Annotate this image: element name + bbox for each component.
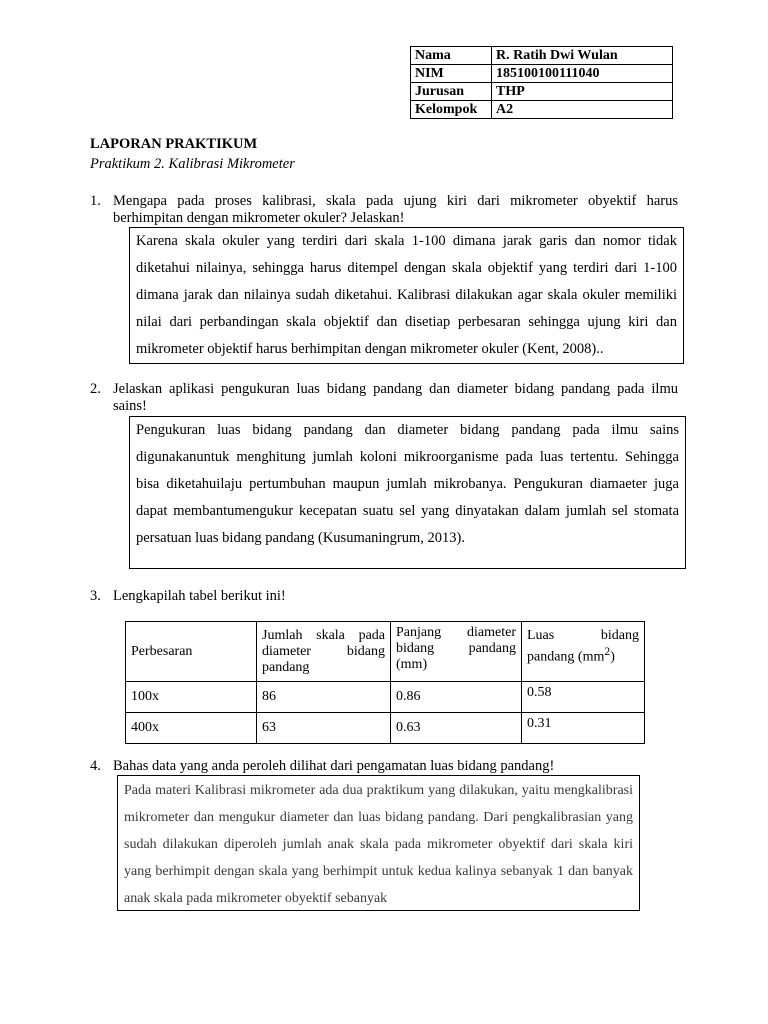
answer-box-4	[117, 775, 640, 911]
answer-text: Pengukuran luas bidang pandang dan diameter bidang pandang pada ilmu sains digunakanuntuk menghitung jumlah koloni mikroorganisme pada luas tertentu. Sehingga bisa diketahuilaju pertumbuhan maupun jumlah mikrobanya. Pengukuran diamaeter juga dapat membantumengukur kecepatan suatu sel yang dinyatakan dalam jumlah sel stomata persatuan luas bidang pandang (Kusumaningrum, 2013).	[136, 422, 679, 546]
table-header-row	[126, 622, 645, 682]
table-row	[126, 713, 645, 744]
question-1	[90, 193, 678, 227]
identity-label: Jurusan	[411, 83, 492, 101]
header-luas-superscript: 2	[604, 645, 611, 658]
identity-value: 185100100111040	[492, 65, 673, 83]
header-luas-text: Luas bidang pandang (mm	[527, 628, 639, 665]
cell-panjang: 0.86	[391, 682, 522, 713]
question-text: Mengapa pada proses kalibrasi, skala pada ujung kiri dari mikrometer obyektif harus berhimpitan dengan mikrometer okuler? Jelaskan!	[113, 193, 678, 226]
cell-luas: 0.31	[522, 713, 645, 744]
cell-perbesaran: 400x	[126, 713, 257, 744]
question-2	[90, 381, 678, 415]
identity-label: Kelompok	[411, 101, 492, 119]
identity-value: R. Ratih Dwi Wulan	[492, 47, 673, 65]
question-text: Bahas data yang anda peroleh dilihat dari pengamatan luas bidang pandang!	[113, 758, 555, 774]
header-luas-close: )	[610, 649, 615, 665]
question-3	[90, 588, 678, 605]
question-number: 3.	[90, 588, 101, 604]
measurement-table	[125, 621, 645, 744]
table-row	[126, 682, 645, 713]
header-panjang-diameter: Panjang diameter bidang pandang (mm)	[391, 622, 522, 682]
answer-text: Pada materi Kalibrasi mikrometer ada dua praktikum yang dilakukan, yaitu mengkalibrasi mikrometer dan mengukur diameter dan luas bidang pandang. Dari pengkalibrasian yang sudah dilakukan diperoleh jumlah anak skala pada mikrometer obyektif dari skala kiri yang berhimpit dengan skala yang berhimpit untuk kedua kalinya sebanyak 1 dan banyak anak skala pada mikrometer obyektif sebanyak	[124, 783, 633, 906]
cell-jumlah: 86	[257, 682, 391, 713]
identity-row-jurusan	[411, 83, 673, 101]
header-jumlah-skala: Jumlah skala pada diameter bidang pandang	[257, 622, 391, 682]
answer-text: Karena skala okuler yang terdiri dari skala 1-100 dimana jarak garis dan nomor tidak diketahui nilainya, sehingga harus ditempel dengan skala objektif yang terdiri dari 1-100 dimana jarak dan nilainya sudah diketahui. Kalibrasi dilakukan agar skala okuler memiliki nilai dari perbandingan skala objektif dan disetiap perbesaran sehingga ujung kiri dan mikrometer objektif harus berhimpitan dengan mikrometer okuler (Kent, 2008)..	[136, 233, 677, 357]
question-text: Jelaskan aplikasi pengukuran luas bidang pandang dan diameter bidang pandang pada ilmu sains!	[113, 381, 678, 414]
report-title: LAPORAN PRAKTIKUM	[90, 136, 258, 152]
cell-jumlah: 63	[257, 713, 391, 744]
identity-value: A2	[492, 101, 673, 119]
cell-perbesaran: 100x	[126, 682, 257, 713]
identity-row-nim	[411, 65, 673, 83]
question-text: Lengkapilah tabel berikut ini!	[113, 588, 286, 604]
header-perbesaran: Perbesaran	[126, 622, 257, 682]
question-number: 1.	[90, 193, 101, 209]
cell-luas: 0.58	[522, 682, 645, 713]
identity-table	[410, 46, 673, 119]
identity-row-nama	[411, 47, 673, 65]
identity-label: Nama	[411, 47, 492, 65]
identity-row-kelompok	[411, 101, 673, 119]
identity-label: NIM	[411, 65, 492, 83]
answer-box-2	[129, 416, 686, 569]
header-luas-bidang	[522, 622, 645, 682]
cell-panjang: 0.63	[391, 713, 522, 744]
report-subtitle: Praktikum 2. Kalibrasi Mikrometer	[90, 156, 295, 172]
question-number: 4.	[90, 758, 101, 774]
answer-box-1	[129, 227, 684, 364]
identity-value: THP	[492, 83, 673, 101]
question-number: 2.	[90, 381, 101, 397]
question-4	[90, 758, 678, 775]
